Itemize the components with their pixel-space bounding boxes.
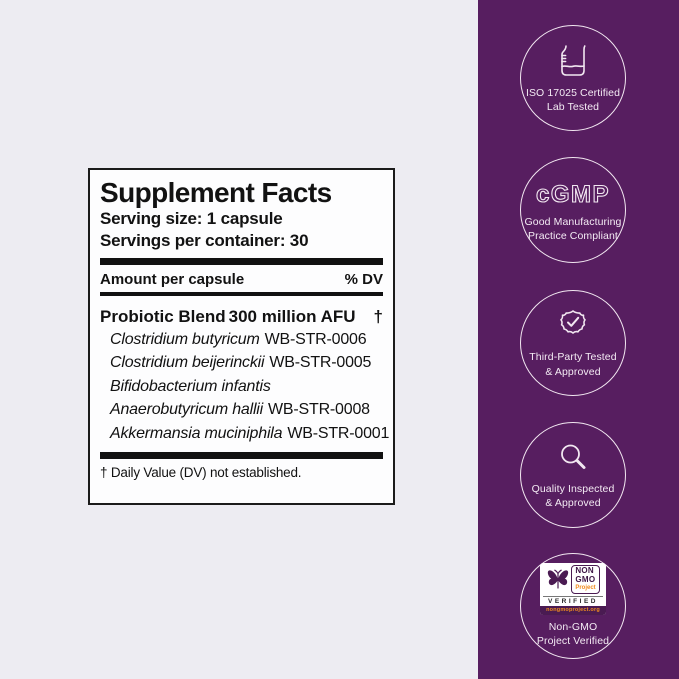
non-gmo-seal — [540, 563, 606, 615]
badge-line-1: Quality Inspected — [531, 482, 615, 495]
blend-dv-dagger: † — [373, 306, 383, 326]
amount-per-capsule-header: Amount per capsule — [100, 270, 245, 288]
badge-line-1: ISO 17025 Certified — [525, 86, 621, 99]
strain-code: WB-STR-0001 — [287, 424, 390, 442]
seal-gmo: GMO — [575, 575, 596, 585]
seal-url-text: nongmoproject.org — [540, 606, 606, 616]
badge-label — [526, 86, 620, 114]
blend-name: Probiotic Blend — [100, 306, 226, 326]
beaker-icon — [553, 42, 593, 80]
strain-name: Bifidobacterium infantis — [110, 377, 271, 395]
seal-verified-text: VERIFIED — [543, 596, 603, 606]
badge-line-1: Good Manufacturing — [524, 215, 622, 228]
badge-label — [532, 482, 615, 510]
badge-third-party-tested — [520, 290, 626, 396]
cgmp-outline-text — [528, 177, 618, 209]
supplement-facts-title: Supplement Facts — [100, 177, 332, 208]
badge-cgmp — [520, 157, 626, 263]
non-gmo-wordmark — [571, 565, 599, 593]
badge-line-2: Project Verified — [536, 635, 610, 648]
badge-line-2: & Approved — [545, 497, 601, 509]
badge-line-2: Practice Compliant — [528, 230, 618, 242]
amount-header-row — [100, 270, 383, 289]
strain-code: WB-STR-0005 — [269, 354, 372, 372]
shield-check-icon — [553, 307, 593, 344]
badge-line-2: Lab Tested — [546, 101, 600, 113]
seal-non: NON — [575, 566, 595, 576]
non-gmo-seal-top — [540, 563, 606, 593]
probiotic-blend-row — [100, 302, 383, 328]
blend-amount: 300 million AFU — [228, 306, 356, 326]
badge-iso-lab-tested — [520, 25, 626, 131]
badge-line-1: Non-GMO — [548, 621, 598, 634]
strain-name: Clostridium butyricum — [110, 330, 260, 348]
strain-name: Clostridium beijerinckii — [110, 354, 265, 372]
percent-dv-header: % DV — [344, 270, 383, 288]
badge-label — [529, 350, 616, 378]
magnifier-icon — [554, 440, 592, 476]
servings-per-container-line: Servings per container: 30 — [100, 231, 309, 251]
strain-code: WB-STR-0006 — [264, 330, 367, 348]
butterfly-icon — [546, 566, 570, 593]
strain-row — [110, 375, 383, 399]
strain-row — [110, 398, 383, 422]
daily-value-footnote: † Daily Value (DV) not established. — [100, 465, 302, 481]
divider-thick-top — [100, 258, 383, 265]
strain-name: Akkermansia muciniphila — [110, 424, 283, 442]
strain-row — [110, 328, 383, 352]
strain-code: WB-STR-0008 — [268, 401, 370, 419]
supplement-facts-panel — [88, 168, 395, 505]
badge-line-1: Third-Party Tested — [529, 351, 617, 364]
badge-label — [537, 620, 609, 648]
badge-non-gmo — [520, 553, 626, 659]
serving-size-line: Serving size: 1 capsule — [100, 209, 283, 229]
divider-medium — [100, 292, 383, 296]
cgmp-text: cGMP — [535, 180, 611, 208]
badge-line-2: & Approved — [545, 365, 601, 378]
strain-list — [100, 328, 390, 446]
strain-name: Anaerobutyricum hallii — [110, 401, 264, 419]
strain-row — [110, 351, 383, 375]
badge-quality-inspected — [520, 422, 626, 528]
strain-row — [110, 422, 390, 446]
certification-sidebar — [478, 0, 679, 679]
seal-project: Project — [575, 585, 596, 592]
divider-thick-bottom — [100, 452, 383, 459]
badge-label — [525, 215, 622, 243]
